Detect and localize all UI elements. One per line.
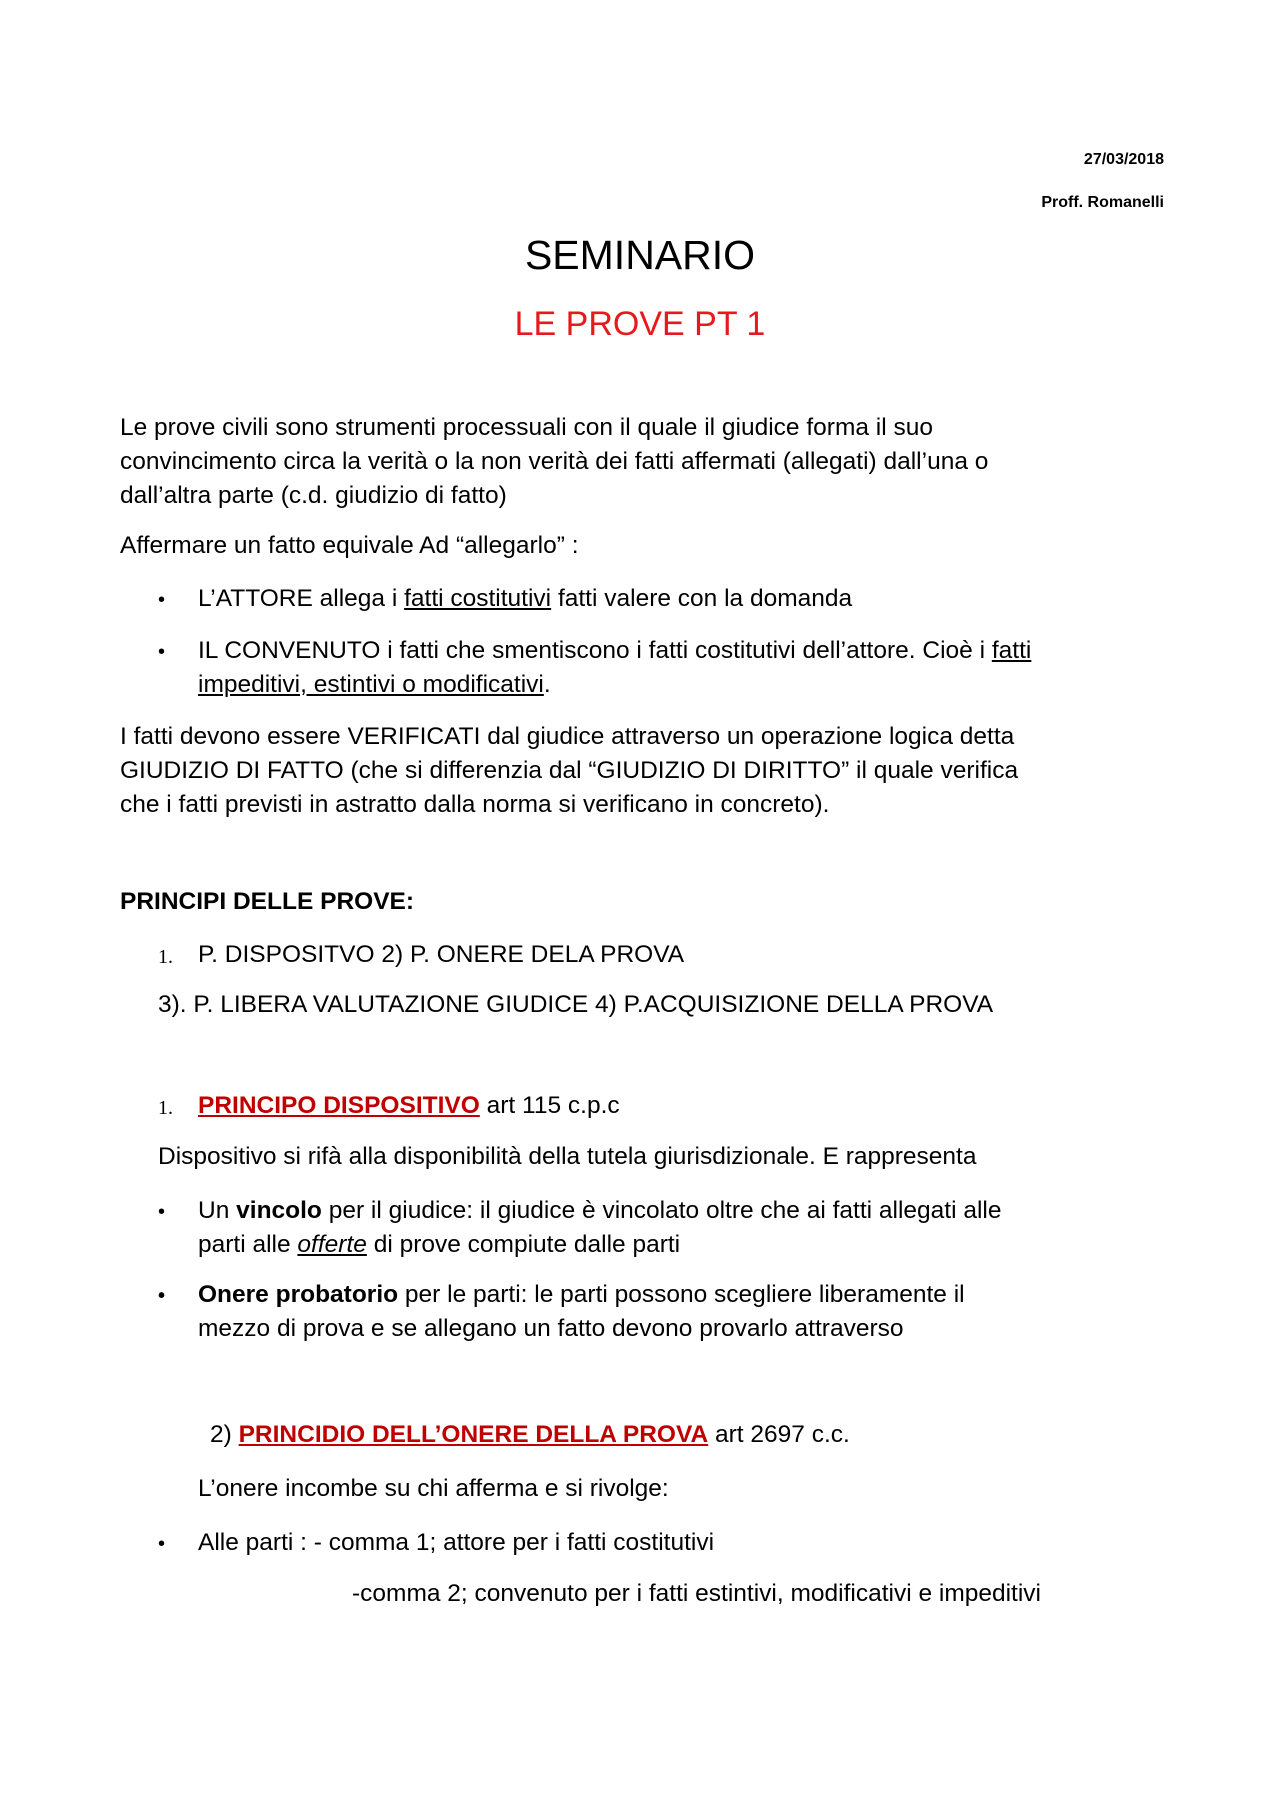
bullet-icon: • <box>158 589 166 611</box>
parti-line-2: -comma 2; convenuto per i fatti estintivi, modificativi e impeditivi <box>352 1580 1041 1607</box>
professor-name: Proff. Romanelli <box>1041 194 1164 211</box>
onere-line-2: mezzo di prova e se allegano un fatto devono provarlo attraverso <box>198 1315 904 1342</box>
list-item-text: L’ATTORE allega i <box>198 585 405 612</box>
bullet-icon: • <box>158 1533 166 1555</box>
vincolo-line-2 <box>198 1228 680 1262</box>
bullet-icon: • <box>158 641 166 663</box>
underlined-term: fatti <box>991 637 1032 664</box>
list-item-text: . <box>543 671 551 698</box>
bold-term: vincolo <box>236 1197 322 1224</box>
list-item-text: per il giudice: il giudice è vincolato oltre che ai fatti allegati alle <box>321 1197 1002 1224</box>
document-subtitle: LE PROVE PT 1 <box>514 305 766 343</box>
document-title: SEMINARIO <box>524 232 756 278</box>
intro-line-1: Le prove civili sono strumenti processuali con il quale il giudice forma il suo <box>120 414 933 441</box>
section-2-heading <box>210 1418 850 1452</box>
section-title: PRINCIPO DISPOSITIVO <box>198 1092 480 1119</box>
list-item-text: Un <box>198 1197 237 1224</box>
verify-line-1: I fatti devono essere VERIFICATI dal giudice attraverso un operazione logica detta <box>120 723 1015 750</box>
article-reference: art 2697 c.c. <box>708 1421 850 1448</box>
section-2-intro: L’onere incombe su chi afferma e si rivolge: <box>198 1475 669 1502</box>
section-1-heading <box>198 1089 620 1123</box>
principles-row-2: 3). P. LIBERA VALUTAZIONE GIUDICE 4) P.ACQUISIZIONE DELLA PROVA <box>158 991 994 1018</box>
parti-line-1: Alle parti : - comma 1; attore per i fatti costitutivi <box>198 1529 715 1556</box>
list-item-attore <box>198 582 852 616</box>
list-item-text: IL CONVENUTO i fatti che smentiscono i fatti costitutivi dell’attore. Cioè i <box>198 637 992 664</box>
article-reference: art 115 c.p.c <box>479 1092 620 1119</box>
bullet-icon: • <box>158 1201 166 1223</box>
section-1-intro: Dispositivo si rifà alla disponibilità della tutela giurisdizionale. E rappresenta <box>158 1143 977 1170</box>
document-date: 27/03/2018 <box>1083 151 1164 168</box>
underlined-term: impeditivi, estintivi o modificativi <box>198 671 544 698</box>
intro-line-2: convincimento circa la verità o la non verità dei fatti affermati (allegati) dall’una o <box>120 448 989 475</box>
list-item-convenuto-line-1 <box>198 634 1031 668</box>
list-item-convenuto-line-2 <box>198 668 551 702</box>
section-number: 1. <box>158 1097 173 1119</box>
verify-line-2: GIUDIZIO DI FATTO (che si differenzia dal “GIUDIZIO DI DIRITTO” il quale verifica <box>120 757 1019 784</box>
list-item-text: per le parti: le parti possono scegliere liberamente il <box>398 1281 965 1308</box>
vincolo-line-1 <box>198 1194 1001 1228</box>
onere-line-1 <box>198 1278 965 1312</box>
list-item-text: fatti valere con la domanda <box>551 585 853 612</box>
section-number: 2) <box>210 1421 239 1448</box>
affirm-line: Affermare un fatto equivale Ad “allegarlo” : <box>120 532 579 559</box>
bullet-icon: • <box>158 1285 166 1307</box>
list-number: 1. <box>158 946 173 968</box>
list-item-text: di prove compiute dalle parti <box>366 1231 681 1258</box>
bold-term: Onere probatorio <box>198 1281 399 1308</box>
section-title: PRINCIDIO DELL’ONERE DELLA PROVA <box>238 1421 709 1448</box>
list-item-text: parti alle <box>198 1231 298 1258</box>
principles-row-1: P. DISPOSITVO 2) P. ONERE DELA PROVA <box>198 941 685 968</box>
principles-heading: PRINCIPI DELLE PROVE: <box>120 888 415 915</box>
intro-line-3: dall’altra parte (c.d. giudizio di fatto) <box>120 482 507 509</box>
verify-line-3: che i fatti previsti in astratto dalla norma si verificano in concreto). <box>120 791 830 818</box>
italic-term: offerte <box>297 1231 367 1258</box>
underlined-term: fatti costitutivi <box>404 585 552 612</box>
